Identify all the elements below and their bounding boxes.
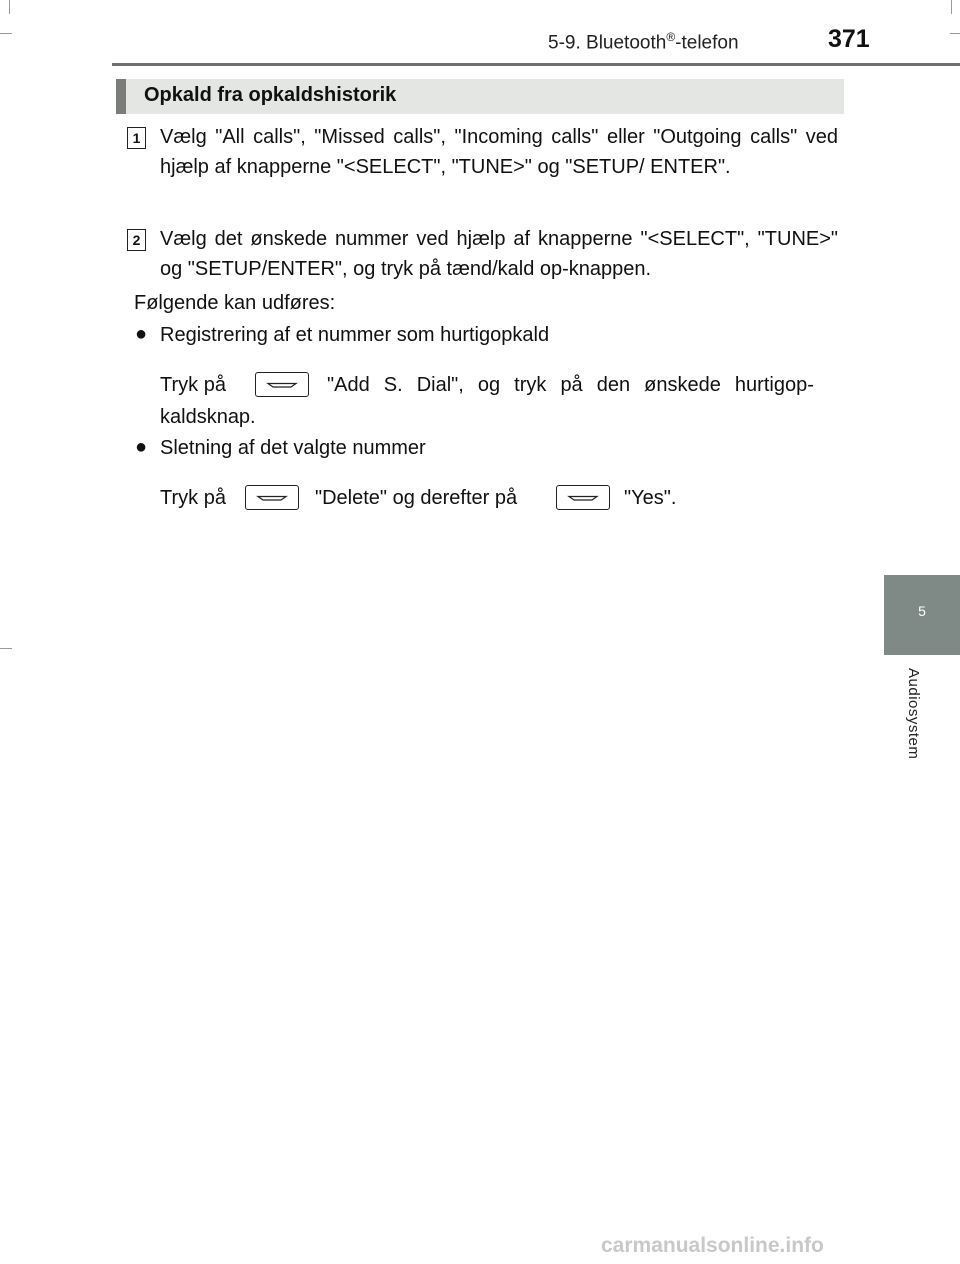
crop-mark [951,0,952,14]
softkey-button-icon [556,485,610,510]
bullet-icon: ● [135,323,148,345]
crop-mark [0,33,12,34]
chapter-label: Audiosystem [905,668,922,760]
header-registered-mark: ® [666,30,676,44]
item-2-instruction-end: "Yes". [624,487,677,509]
chapter-number: 5 [918,603,926,619]
watermark: carmanualsonline.info [601,1234,824,1257]
item-1-instruction-line2: kaldsknap. [160,406,256,428]
crop-mark [9,0,10,14]
running-header [548,30,739,54]
header-section-prefix: 5-9. Bluetooth [548,32,667,54]
followup-intro: Følgende kan udføres: [134,292,336,314]
section-title: Opkald fra opkaldshistorik [144,84,397,106]
step-2-text: Vælg det ønskede nummer ved hjælp af knapperne "<SELECT", "TUNE>" og "SETUP/ENTER", og tryk på tænd/kald op-knappen. [160,228,838,280]
softkey-button-icon [245,485,299,510]
page-number: 371 [828,25,870,53]
chapter-tab-lower [884,655,960,795]
section-heading-bar [116,79,844,114]
item-1-title: Registrering af et nummer som hurtigopkald [160,324,550,346]
item-2-instruction-middle: "Delete" og derefter på [315,487,518,509]
item-2-instruction-start: Tryk på [160,487,226,509]
header-section-suffix: -telefon [675,32,739,54]
step-number-badge: 1 [127,127,146,149]
item-1-instruction-start: Tryk på [160,374,226,396]
item-1-instruction-rest: "Add S. Dial", og tryk på den ønskede hurtigop- [327,374,814,396]
bullet-icon: ● [135,436,148,458]
item-2-title: Sletning af det valgte nummer [160,437,426,459]
crop-mark [0,648,12,649]
step-1-text: Vælg "All calls", "Missed calls", "Incoming calls" eller "Outgoing calls" ved hjælp af knapperne "<SELECT", "TUNE>" og "SETUP/ ENTER". [160,126,838,178]
crop-mark [950,33,960,34]
step-number-badge: 2 [127,229,146,251]
header-rule [112,63,960,66]
chapter-tab [884,575,960,655]
softkey-button-icon [255,372,309,397]
